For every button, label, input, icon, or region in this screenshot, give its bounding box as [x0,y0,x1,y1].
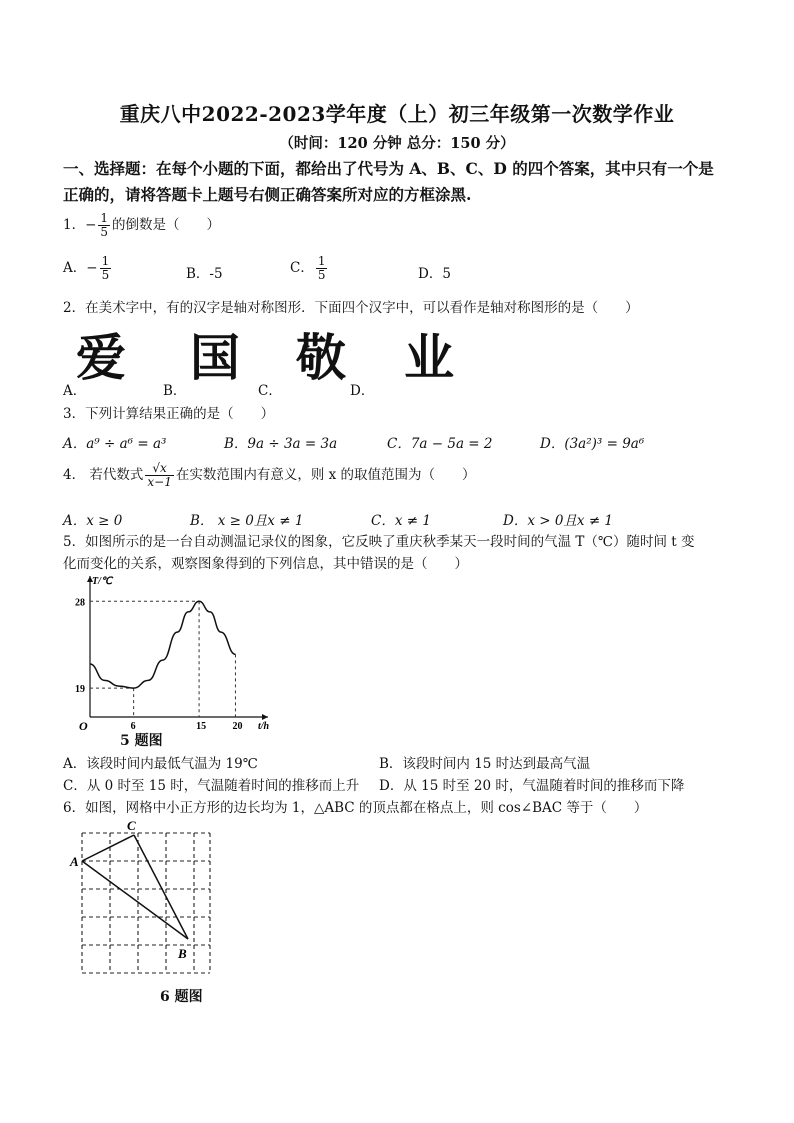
q4-fraction: $\frac{√x}{x-1}$ [147,461,172,489]
section-instructions-line1: 一、选择题：在每个小题的下面，都给出了代号为 A、B、C、D 的四个答案，其中只有一个是 [63,159,714,178]
q2-option-b[interactable]: B． [163,383,187,399]
q5-option-b[interactable]: B．该段时间内 15 时达到最高气温 [379,756,591,772]
q5-temperature-chart [70,572,290,732]
q1-fraction: $\frac{1}{5}$ [100,211,109,239]
x-tick-label: 6 [130,721,136,732]
question-5-stem-line1: 5．如图所示的是一台自动测温记录仪的图象，它反映了重庆秋季某天一段时间的气温 T（℃）随时间 t 变 [63,534,695,550]
q2-option-c[interactable]: C． [258,383,282,399]
q3-option-b[interactable]: B．9a ÷ 3a = 3a [224,436,338,452]
question-1-stem: 1．− $\frac{1}{5}$ 的倒数是（ ） [63,211,221,239]
q5-figure-caption: 5 题图 [120,733,163,749]
q4-option-a[interactable]: A．x ≥ 0 [63,513,123,529]
side-ac [82,835,134,861]
q1-option-b[interactable]: B．-5 [186,266,223,282]
q3-option-a[interactable]: A．a⁹ ÷ a⁶ = a³ [63,436,167,452]
q6-grid-figure [64,818,224,983]
side-ab [82,861,188,939]
y-tick-label: 19 [75,684,85,696]
question-6-stem: 6．如图，网格中小正方形的边长均为 1，△ABC 的顶点都在格点上，则 cos∠BAC 等于（ ） [63,800,648,816]
q2-option-a[interactable]: A． [63,383,87,399]
chart-axes [87,576,268,720]
grid-lines [82,833,210,973]
x-axis-arrow [262,714,268,720]
q6-figure-caption: 6 题图 [160,989,203,1005]
x-tick-label: 20 [232,721,243,732]
q1-option-c[interactable]: C． $\frac{1}{5}$ [290,254,326,282]
q4-option-c[interactable]: C．x ≠ 1 [371,513,431,529]
triangle-abc [82,835,188,939]
temperature-curve [90,601,235,688]
side-cb [134,835,188,939]
x-tick-label: 15 [196,721,207,732]
q4-option-d[interactable]: D．x > 0且x ≠ 1 [503,513,614,529]
q1-option-d[interactable]: D．5 [418,266,451,282]
q2-char-a: 爱 [76,329,126,387]
chart-guides [90,601,235,717]
question-4-stem: 4． 若代数式 $\frac{√x}{x-1}$ 在实数范围内有意义，则 x 的取值范围为（ ） [63,461,476,489]
q2-option-d[interactable]: D． [350,383,375,399]
vertex-label-c: C [127,818,136,833]
q5-option-c[interactable]: C．从 0 时至 15 时，气温随着时间的推移而上升 [63,778,360,794]
q3-option-c[interactable]: C．7a − 5a = 2 [387,436,493,452]
section-instructions-line2: 正确的，请将答题卡上题号右侧正确答案所对应的方框涂黑. [63,185,472,204]
q5-option-a[interactable]: A．该段时间内最低气温为 19℃ [63,756,258,772]
q5-option-d[interactable]: D．从 15 时至 20 时，气温随着时间的推移而下降 [379,778,685,794]
y-tick-label: 28 [75,597,85,609]
vertex-label-b: B [178,946,187,961]
q2-char-c: 敬 [296,329,346,387]
question-2-stem: 2．在美术字中，有的汉字是轴对称图形．下面四个汉字中，可以看作是轴对称图形的是（ ） [63,300,639,316]
question-3-stem: 3．下列计算结果正确的是（ ） [63,406,275,422]
y-axis-label: T/℃ [92,576,113,587]
q4-option-b[interactable]: B． x ≥ 0且x ≠ 1 [190,513,304,529]
question-5-stem-line2: 化而变化的关系，观察图象得到的下列信息，其中错误的是（ ） [63,556,468,572]
page-subtitle: （时间：120 分钟 总分：150 分） [279,135,515,152]
vertex-label-a: A [70,854,79,869]
q3-option-d[interactable]: D．(3a²)³ = 9a⁶ [540,436,645,452]
q1-option-a[interactable]: A．− $\frac{1}{5}$ [63,254,110,282]
q2-char-b: 国 [190,329,240,387]
q2-char-d: 业 [404,329,454,387]
chart-labels [75,576,270,732]
x-axis-label: t/h [258,721,270,732]
page-title: 重庆八中2022-2023学年度（上）初三年级第一次数学作业 [119,102,675,126]
origin-label: O [79,719,88,732]
